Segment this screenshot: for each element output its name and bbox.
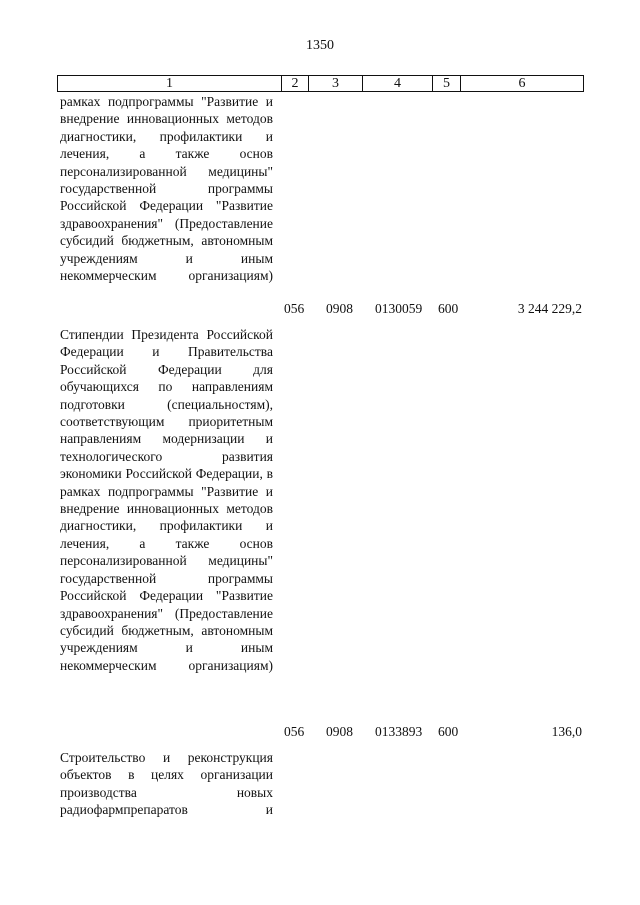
row-3-description: Строительство и реконструкция объектов в целях организации производства новых радиофармпрепаратов и xyxy=(60,750,273,818)
row-1-col-6: 3 244 229,2 xyxy=(517,301,582,316)
row-1-description: рамках подпрограммы "Развитие и внедрение инновационных методов диагностики, профилактики и лечения, а также основ персонализированной медицины" государственной программы Российской Федерации "Развитие здравоохранения" (Предоставление субсидий бюджетным, автономным учреждениям и иным некоммерческим организациям) xyxy=(60,94,273,284)
row-2-col-6: 136,0 xyxy=(551,724,582,739)
header-col-5: 5 xyxy=(432,76,460,91)
row-1-col-3: 0908 xyxy=(326,301,353,316)
row-2-col-2: 056 xyxy=(284,724,305,739)
row-2-col-5: 600 xyxy=(438,724,459,739)
row-1-col-4: 0130059 xyxy=(375,301,423,316)
row-1-col-5: 600 xyxy=(438,301,459,316)
row-2-description: Стипендии Президента Российской Федерации и Правительства Российской Федерации для обучающихся по направлениям подготовки (специальностям), соответствующим приоритетным направлениям модернизации и технологического развития экономики Российской Федерации, в рамках подпрограммы "Развитие и внедрение инновационных методов диагностики, профилактики и лечения, а также основ персонализированной медицины" государственной программы Российской Федерации "Развитие здравоохранения" (Предоставление субсидий бюджетным, автономным учреждениям и иным некоммерческим организациям) xyxy=(60,327,273,673)
row-2-col-3: 0908 xyxy=(326,724,353,739)
row-2-col-4: 0133893 xyxy=(375,724,423,739)
header-col-3: 3 xyxy=(308,76,362,91)
page-number: 1350 xyxy=(306,38,334,53)
header-col-2: 2 xyxy=(281,76,308,91)
header-col-6: 6 xyxy=(460,76,583,91)
header-col-4: 4 xyxy=(362,76,432,91)
table-header xyxy=(57,75,584,92)
header-col-1: 1 xyxy=(166,76,173,91)
row-1-col-2: 056 xyxy=(284,301,305,316)
